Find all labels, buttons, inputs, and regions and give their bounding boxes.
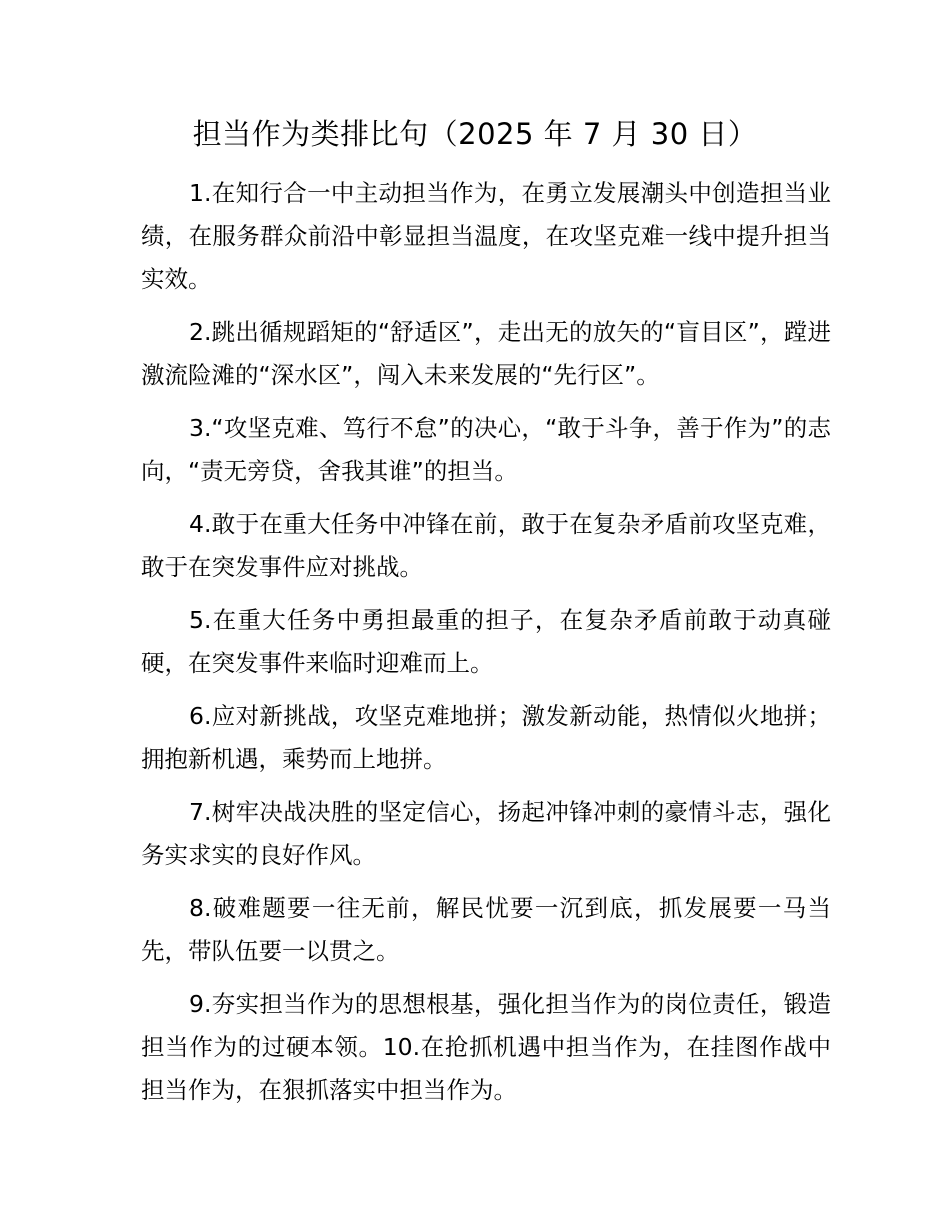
paragraph-7: 7.树牢决战决胜的坚定信心，扬起冲锋冲刺的豪情斗志，强化务实求实的良好作风。 — [141, 798, 831, 869]
paragraph-1: 1.在知行合一中主动担当作为，在勇立发展潮头中创造担当业绩，在服务群众前沿中彰显担当温度，在攻坚克难一线中提升担当实效。 — [141, 179, 831, 293]
paragraph-5: 5.在重大任务中勇担最重的担子，在复杂矛盾前敢于动真碰硬，在突发事件来临时迎难而上。 — [141, 606, 831, 677]
paragraph-8: 8.破难题要一往无前，解民忧要一沉到底，抓发展要一马当先，带队伍要一以贯之。 — [141, 894, 831, 965]
paragraph-2: 2.跳出循规蹈矩的“舒适区”，走出无的放矢的“盲目区”，蹚进激流险滩的“深水区”，闯入未来发展的“先行区”。 — [141, 318, 831, 389]
paragraph-4: 4.敢于在重大任务中冲锋在前，敢于在复杂矛盾前攻坚克难，敢于在突发事件应对挑战。 — [141, 510, 831, 581]
paragraph-6: 6.应对新挑战，攻坚克难地拼；激发新动能，热情似火地拼；拥抱新机遇，乘势而上地拼。 — [141, 702, 831, 773]
document-body — [141, 172, 831, 1112]
document-title: 担当作为类排比句（2025 年 7 月 30 日） — [192, 117, 758, 151]
paragraph-9: 9.夯实担当作为的思想根基，强化担当作为的岗位责任，锻造担当作为的过硬本领。10.在抢抓机遇中担当作为，在挂图作战中担当作为，在狠抓落实中担当作为。 — [141, 990, 831, 1104]
paragraph-3: 3.“攻坚克难、笃行不怠”的决心，“敢于斗争，善于作为”的志向，“责无旁贷，舍我其谁”的担当。 — [141, 414, 831, 485]
